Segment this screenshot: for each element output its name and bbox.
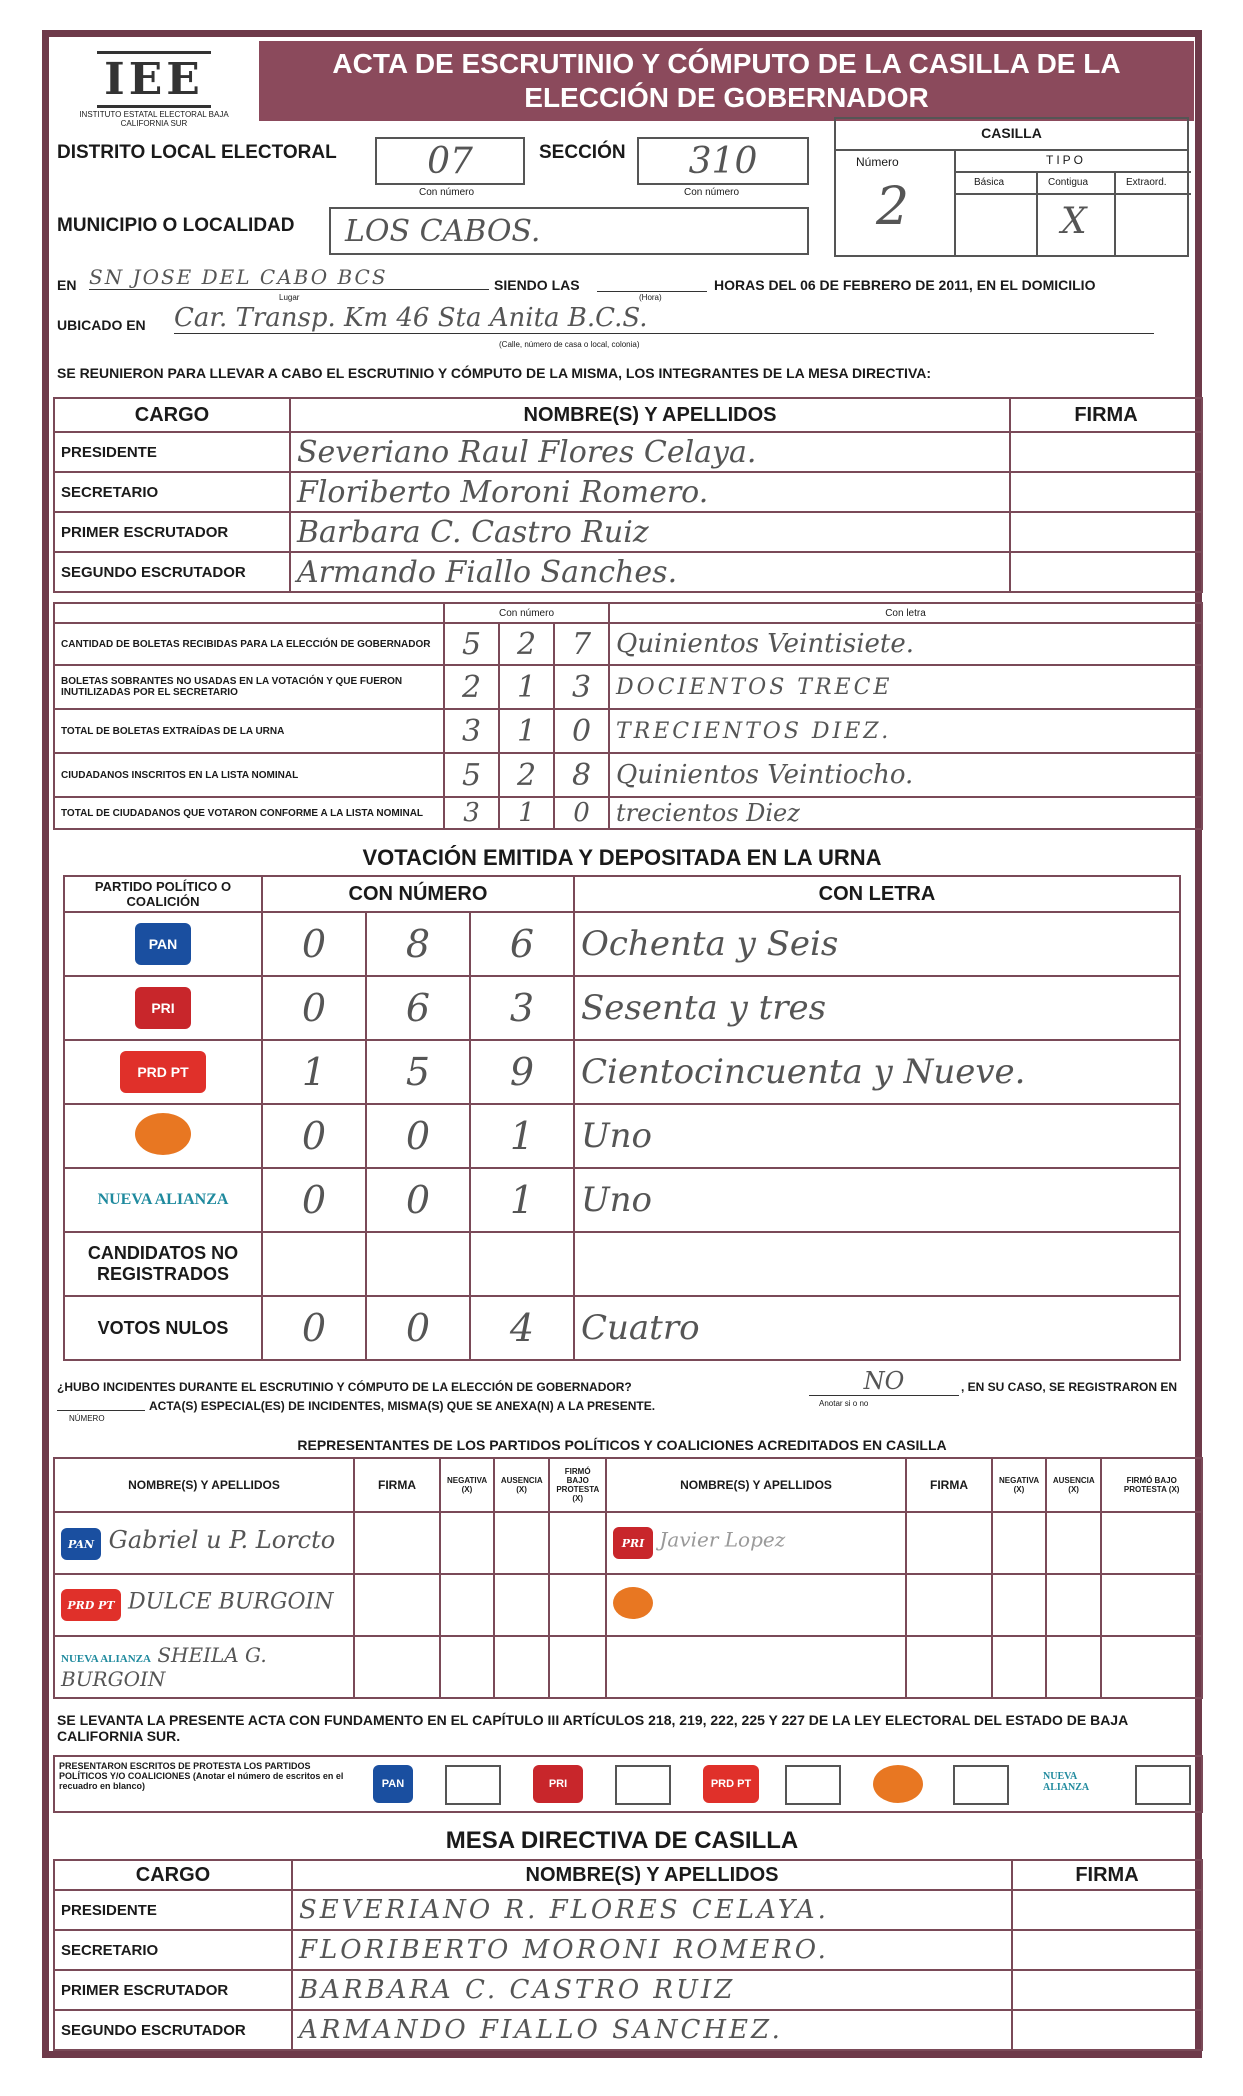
protesta-row (53, 1755, 1203, 1813)
protesta-prd-box[interactable] (785, 1765, 841, 1805)
mesa2-row: PRIMER ESCRUTADOR BARBARA C. CASTRO RUIZ (54, 1970, 1202, 2010)
lugar-value[interactable]: SN JOSE DEL CABO BCS (89, 265, 489, 290)
casilla-box (834, 117, 1189, 257)
votacion-row: VOTOS NULOS 0 0 4 Cuatro (64, 1296, 1180, 1360)
firma-cell[interactable] (1012, 1930, 1202, 1970)
anotar-hint: Anotar si o no (819, 1399, 869, 1408)
boletas-row: CIUDADANOS INSCRITOS EN LA LISTA NOMINAL 5 2 8 Quinientos Veintiocho. (54, 753, 1202, 797)
convergencia-logo-icon (613, 1587, 653, 1619)
representante-row: PAN Gabriel u P. Lorcto PRI Javier Lopez (54, 1512, 1202, 1574)
firma-cell[interactable] (906, 1512, 992, 1574)
protesta-conv-box[interactable] (953, 1765, 1009, 1805)
votacion-row: PRD PT 1 5 9 Cientocincuenta y Nueve. (64, 1040, 1180, 1104)
basica-label: Básica (974, 177, 1005, 188)
reunieron-text: SE REUNIERON PARA LLEVAR A CABO EL ESCRUTINIO Y CÓMPUTO DE LA MISMA, LOS INTEGRANTES DE LA MESA DIRECTIVA: (57, 365, 932, 381)
convergencia-logo-icon (135, 1113, 191, 1155)
page-subtitle: ELECCIÓN DE GOBERNADOR (524, 82, 929, 113)
domicilio-hint: (Calle, número de casa o local, colonia) (499, 340, 640, 349)
firma-cell[interactable] (1010, 472, 1202, 512)
votacion-row: PRI 0 6 3 Sesenta y tres (64, 976, 1180, 1040)
mesa2-row: SEGUNDO ESCRUTADOR ARMANDO FIALLO SANCHEZ. (54, 2010, 1202, 2050)
nueva-alianza-logo-icon: NUEVA ALIANZA (97, 1191, 229, 1208)
hora-field[interactable] (597, 291, 707, 292)
nueva-alianza-logo-icon: NUEVA ALIANZA (61, 1653, 151, 1665)
votacion-row: PAN 0 8 6 Ochenta y Seis (64, 912, 1180, 976)
votacion-row: 0 0 1 Uno (64, 1104, 1180, 1168)
representantes-title: REPRESENTANTES DE LOS PARTIDOS POLÍTICOS Y COALICIONES ACREDITADOS EN CASILLA (297, 1437, 947, 1453)
mesa1-row: PRESIDENTE Severiano Raul Flores Celaya. (54, 432, 1202, 472)
mesa2-row: PRESIDENTE SEVERIANO R. FLORES CELAYA. (54, 1890, 1202, 1930)
incidentes-text2: , EN SU CASO, SE REGISTRARON EN (961, 1380, 1178, 1394)
incidentes-answer[interactable]: NO (809, 1367, 959, 1396)
nueva-alianza-logo-icon: NUEVA ALIANZA (1043, 1771, 1090, 1793)
horas-text: HORAS DEL 06 DE FEBRERO DE 2011, EN EL DOMICILIO (714, 277, 1096, 293)
boletas-row: TOTAL DE BOLETAS EXTRAÍDAS DE LA URNA 3 1 0 TRECIENTOS DIEZ. (54, 709, 1202, 753)
incidentes-numero-field[interactable] (57, 1410, 145, 1411)
numero-label: Número (856, 155, 899, 169)
title-band (259, 41, 1194, 121)
distrito-hint: Con número (419, 187, 475, 198)
firma-cell[interactable] (1012, 2010, 1202, 2050)
prd-pt-logo-icon: PRD PT (703, 1765, 759, 1803)
firma-cell[interactable] (1010, 512, 1202, 552)
seccion-label: SECCIÓN (539, 142, 626, 163)
votacion-title: VOTACIÓN EMITIDA Y DEPOSITADA EN LA URNA (362, 845, 882, 870)
protesta-na-box[interactable] (1135, 1765, 1191, 1805)
prd-pt-logo-icon: PRD PT (120, 1051, 206, 1093)
firma-cell[interactable] (1012, 1970, 1202, 2010)
contigua-label: Contigua (1048, 177, 1089, 188)
firma-cell[interactable] (354, 1574, 440, 1636)
extraord-label: Extraord. (1126, 177, 1167, 188)
firma-cell[interactable] (906, 1636, 992, 1698)
acta-sheet (42, 30, 1202, 2058)
convergencia-logo-icon (873, 1765, 923, 1803)
firma-cell[interactable] (354, 1636, 440, 1698)
fundamento-text: SE LEVANTA LA PRESENTE ACTA CON FUNDAMENTO EN EL CAPÍTULO III ARTÍCULOS 218, 219, 222, 225 Y 227 DE LA LEY ELECTORAL DEL ESTADO DE BAJA CALIFORNIA SUR. (57, 1712, 1128, 1744)
votacion-row: CANDIDATOS NO REGISTRADOS (64, 1232, 1180, 1296)
municipio-field[interactable]: LOS CABOS. (329, 207, 809, 255)
contigua-mark[interactable]: X (1061, 201, 1087, 242)
domicilio-value[interactable]: Car. Transp. Km 46 Sta Anita B.C.S. (174, 303, 1154, 334)
votacion-table: PARTIDO POLÍTICO O COALICIÓN CON NÚMERO CON LETRA PAN 0 8 6 Ochenta y Seis PRI 0 6 3 Sesenta y tres PRD PT 1 5 9 Cientocincuenta y Nueve. 0 0 1 Uno NUEVA ALIANZA 0 0 1 Uno CANDIDATOS NO REGISTRADOS VOTOS NULOS 0 0 4 Cuatro (63, 875, 1181, 1361)
incidentes-text3: ACTA(S) ESPECIAL(ES) DE INCIDENTES, MISMA(S) QUE SE ANEXA(N) A LA PRESENTE. (149, 1399, 656, 1413)
casilla-numero[interactable]: 2 (876, 177, 910, 237)
representante-row: NUEVA ALIANZA SHEILA G. BURGOIN (54, 1636, 1202, 1698)
pan-logo-icon: PAN (61, 1528, 101, 1560)
mesa1-row: PRIMER ESCRUTADOR Barbara C. Castro Ruiz (54, 512, 1202, 552)
distrito-label: DISTRITO LOCAL ELECTORAL (57, 142, 337, 163)
firma-cell[interactable] (1012, 1890, 1202, 1930)
pri-logo-icon: PRI (613, 1527, 653, 1559)
pri-logo-icon: PRI (135, 987, 191, 1029)
protesta-pri-box[interactable] (615, 1765, 671, 1805)
firma-cell[interactable] (1010, 432, 1202, 472)
representantes-table: NOMBRE(S) Y APELLIDOS FIRMA NEGATIVA (X) AUSENCIA (X) FIRMÓ BAJO PROTESTA (X) NOMBRE(S) Y APELLIDOS FIRMA NEGATIVA (X) AUSENCIA (X) FIRMÓ BAJO PROTESTA (X) PAN Gabriel u P. Lorcto PRI Javier Lopez PRD PT DULCE BURGOIN NUEVA ALIANZA SHEILA G. BURGOIN (53, 1457, 1203, 1699)
distrito-field[interactable]: 07 (375, 137, 525, 185)
mesa1-row: SEGUNDO ESCRUTADOR Armando Fiallo Sanches. (54, 552, 1202, 592)
seccion-field[interactable]: 310 (637, 137, 809, 185)
incidentes-question: ¿HUBO INCIDENTES DURANTE EL ESCRUTINIO Y CÓMPUTO DE LA ELECCIÓN DE GOBERNADOR? (57, 1380, 632, 1394)
siendo-label: SIENDO LAS (494, 277, 580, 293)
ubicado-label: UBICADO EN (57, 317, 146, 333)
firma-cell[interactable] (906, 1574, 992, 1636)
en-label: EN (57, 277, 77, 293)
page-title: ACTA DE ESCRUTINIO Y CÓMPUTO DE LA CASILLA DE LA (332, 48, 1121, 79)
mesa-table-1: CARGO NOMBRE(S) Y APELLIDOS FIRMA PRESIDENTE Severiano Raul Flores Celaya. SECRETARIO Floriberto Moroni Romero. PRIMER ESCRUTADOR Barbara C. Castro Ruiz SEGUNDO ESCRUTADOR Armando Fiallo Sanches. (53, 397, 1203, 593)
protesta-pan-box[interactable] (445, 1765, 501, 1805)
municipio-label: MUNICIPIO O LOCALIDAD (57, 215, 295, 236)
boletas-row: TOTAL DE CIUDADANOS QUE VOTARON CONFORME A LA LISTA NOMINAL 3 1 0 trecientos Diez (54, 797, 1202, 829)
mesa1-row: SECRETARIO Floriberto Moroni Romero. (54, 472, 1202, 512)
iee-logo: IEE INSTITUTO ESTATAL ELECTORAL BAJA CALIFORNIA SUR (79, 45, 229, 135)
firma-cell[interactable] (1010, 552, 1202, 592)
mesa2-row: SECRETARIO FLORIBERTO MORONI ROMERO. (54, 1930, 1202, 1970)
pan-logo-icon: PAN (373, 1765, 413, 1803)
boletas-row: CANTIDAD DE BOLETAS RECIBIDAS PARA LA ELECCIÓN DE GOBERNADOR 5 2 7 Quinientos Veintisiete. (54, 623, 1202, 665)
prd-pt-logo-icon: PRD PT (61, 1589, 121, 1621)
representante-row: PRD PT DULCE BURGOIN (54, 1574, 1202, 1636)
firma-cell[interactable] (354, 1512, 440, 1574)
numero-hint: NÚMERO (69, 1414, 105, 1423)
mesa2-title: MESA DIRECTIVA DE CASILLA (445, 1827, 799, 1854)
mesa-table-2: CARGO NOMBRE(S) Y APELLIDOS FIRMA PRESIDENTE SEVERIANO R. FLORES CELAYA. SECRETARIO FLORIBERTO MORONI ROMERO. PRIMER ESCRUTADOR BARBARA C. CASTRO RUIZ SEGUNDO ESCRUTADOR ARMANDO FIALLO SANCHEZ. (53, 1859, 1203, 2051)
votacion-row: NUEVA ALIANZA 0 0 1 Uno (64, 1168, 1180, 1232)
boletas-row: BOLETAS SOBRANTES NO USADAS EN LA VOTACIÓN Y QUE FUERON INUTILIZADAS POR EL SECRETARIO 2 1 3 DOCIENTOS TRECE (54, 665, 1202, 709)
casilla-title: CASILLA (981, 125, 1042, 141)
tipo-label: TIPO (1046, 153, 1087, 167)
protesta-text: PRESENTARON ESCRITOS DE PROTESTA LOS PARTIDOS POLÍTICOS Y/O COALICIONES (Anotar el número de escritos en el recuadro en blanco) (59, 1761, 344, 1791)
pri-logo-icon: PRI (533, 1765, 583, 1803)
seccion-hint: Con número (684, 187, 740, 198)
boletas-table: Con número Con letra CANTIDAD DE BOLETAS RECIBIDAS PARA LA ELECCIÓN DE GOBERNADOR 5 2 7 Quinientos Veintisiete. BOLETAS SOBRANTES NO USADAS EN LA VOTACIÓN Y QUE FUERON INUTILIZADAS POR EL SECRETARIO 2 1 3 DOCIENTOS TRECE TOTAL DE BOLETAS EXTRAÍDAS DE LA URNA 3 1 0 TRECIENTOS DIEZ. CIUDADANOS INSCRITOS EN LA LISTA NOMINAL 5 2 8 Quinientos Veintiocho. TOTAL DE CIUDADANOS QUE VOTARON CONFORME A LA LISTA NOMINAL 3 1 0 trecientos Diez (53, 602, 1203, 830)
pan-logo-icon: PAN (135, 923, 191, 965)
lugar-hint: Lugar (279, 293, 300, 302)
hora-hint: (Hora) (639, 293, 662, 302)
